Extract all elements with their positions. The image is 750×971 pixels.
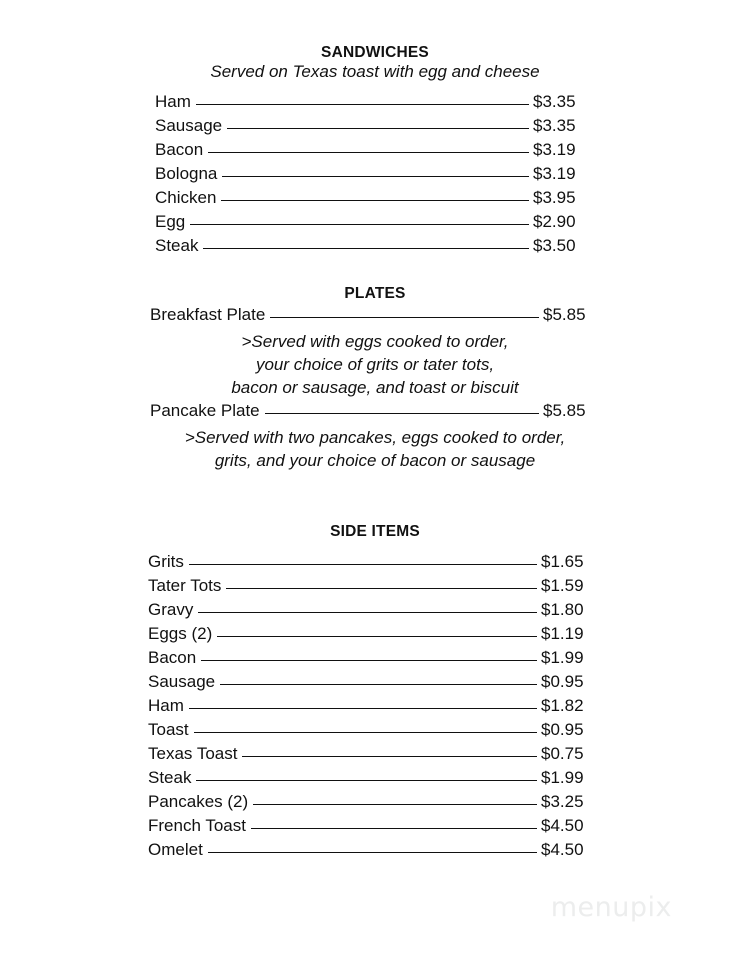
section-sandwiches — [0, 44, 750, 258]
menu-item-row — [148, 694, 603, 718]
dot-leader — [242, 742, 537, 759]
menu-item-name: Gravy — [148, 600, 194, 619]
dot-leader — [251, 814, 537, 831]
dot-leader — [270, 303, 539, 320]
dot-leader — [265, 399, 539, 416]
menupix-watermark: menupix — [550, 892, 672, 923]
menu-item-name: Tater Tots — [148, 576, 222, 595]
plate-description-line: >Served with eggs cooked to order, — [241, 332, 509, 351]
menu-item-name: Steak — [155, 236, 199, 255]
menu-item-row — [148, 646, 603, 670]
menu-item-price: $3.95 — [533, 188, 576, 207]
menu-item-name: Sausage — [155, 116, 223, 135]
menu-item-row — [148, 790, 603, 814]
menu-item-price: $0.95 — [541, 720, 584, 739]
menu-item-name: Omelet — [148, 840, 203, 859]
menu-item-price: $1.82 — [541, 696, 584, 715]
plate-row — [150, 303, 605, 328]
menu-item-row — [148, 598, 603, 622]
menu-item-name: Toast — [148, 720, 189, 739]
menu-item-price: $3.25 — [541, 792, 584, 811]
menu-item-row — [148, 550, 603, 574]
menu-item-name: Bologna — [155, 164, 218, 183]
plate-price: $5.85 — [543, 305, 586, 324]
menu-item-price: $1.99 — [541, 648, 584, 667]
dot-leader — [208, 138, 529, 155]
menu-item-row — [148, 718, 603, 742]
menu-item-row — [155, 210, 595, 234]
menu-item-row — [148, 670, 603, 694]
section-plates — [0, 285, 750, 472]
plate-description-line: your choice of grits or tater tots, — [255, 355, 495, 374]
menu-item-name: Eggs (2) — [148, 624, 213, 643]
menu-item-row — [148, 838, 603, 862]
plate-name: Breakfast Plate — [150, 305, 266, 324]
menu-item-name: Grits — [148, 552, 184, 571]
menu-item-price: $1.59 — [541, 576, 584, 595]
menu-item-row — [155, 90, 595, 114]
plate-name: Pancake Plate — [150, 401, 260, 420]
menu-item-price: $4.50 — [541, 840, 584, 859]
menu-item-price: $1.65 — [541, 552, 584, 571]
plate-description-line: bacon or sausage, and toast or biscuit — [231, 378, 519, 397]
dot-leader — [220, 670, 537, 687]
side-items-item-list — [148, 550, 603, 862]
plate-description — [0, 426, 750, 472]
section-title-plates: PLATES — [344, 285, 406, 302]
dot-leader — [198, 598, 537, 615]
dot-leader — [253, 790, 537, 807]
plate-description — [0, 330, 750, 399]
section-subtitle-sandwiches: Served on Texas toast with egg and cheese — [210, 62, 540, 81]
dot-leader — [190, 210, 529, 227]
menu-item-name: Texas Toast — [148, 744, 238, 763]
plates-list — [0, 303, 750, 472]
menu-item-price: $0.95 — [541, 672, 584, 691]
menu-item-row — [148, 622, 603, 646]
menu-item-name: Bacon — [155, 140, 204, 159]
plate-price: $5.85 — [543, 401, 586, 420]
menu-item-name: Bacon — [148, 648, 197, 667]
menu-item-name: French Toast — [148, 816, 246, 835]
menu-item-name: Ham — [155, 92, 191, 111]
menu-item-price: $1.80 — [541, 600, 584, 619]
menu-item-price: $0.75 — [541, 744, 584, 763]
menu-item-price: $3.19 — [533, 140, 576, 159]
dot-leader — [201, 646, 537, 663]
menu-item-row — [155, 234, 595, 258]
menu-item-price: $4.50 — [541, 816, 584, 835]
menu-item-row — [148, 574, 603, 598]
menu-item-row — [148, 742, 603, 766]
dot-leader — [222, 162, 529, 179]
dot-leader — [194, 718, 537, 735]
section-side-items — [0, 523, 750, 862]
menu-item-price: $3.35 — [533, 116, 576, 135]
dot-leader — [221, 186, 529, 203]
menu-item-name: Steak — [148, 768, 192, 787]
menu-item-price: $1.99 — [541, 768, 584, 787]
menu-item-price: $2.90 — [533, 212, 576, 231]
dot-leader — [196, 90, 529, 107]
menu-item-name: Egg — [155, 212, 186, 231]
menu-item-row — [148, 766, 603, 790]
dot-leader — [189, 550, 537, 567]
section-title-sandwiches: SANDWICHES — [321, 44, 429, 61]
plate-description-line: grits, and your choice of bacon or sausage — [214, 451, 536, 470]
menu-item-price: $1.19 — [541, 624, 584, 643]
menu-item-row — [155, 186, 595, 210]
dot-leader — [227, 114, 529, 131]
dot-leader — [226, 574, 537, 591]
section-title-side-items: SIDE ITEMS — [330, 523, 420, 540]
menu-item-price: $3.19 — [533, 164, 576, 183]
menu-item-name: Chicken — [155, 188, 217, 207]
plate-description-line: >Served with two pancakes, eggs cooked to order, — [184, 428, 566, 447]
menu-item-price: $3.35 — [533, 92, 576, 111]
menu-item-name: Sausage — [148, 672, 216, 691]
menu-item-name: Pancakes (2) — [148, 792, 249, 811]
dot-leader — [196, 766, 537, 783]
dot-leader — [189, 694, 537, 711]
menu-item-row — [155, 162, 595, 186]
dot-leader — [217, 622, 537, 639]
menu-item-row — [155, 114, 595, 138]
dot-leader — [203, 234, 529, 251]
menu-item-row — [155, 138, 595, 162]
menu-item-price: $3.50 — [533, 236, 576, 255]
dot-leader — [208, 838, 537, 855]
sandwiches-item-list — [155, 90, 595, 258]
menu-item-name: Ham — [148, 696, 184, 715]
menu-item-row — [148, 814, 603, 838]
plate-row — [150, 399, 605, 424]
